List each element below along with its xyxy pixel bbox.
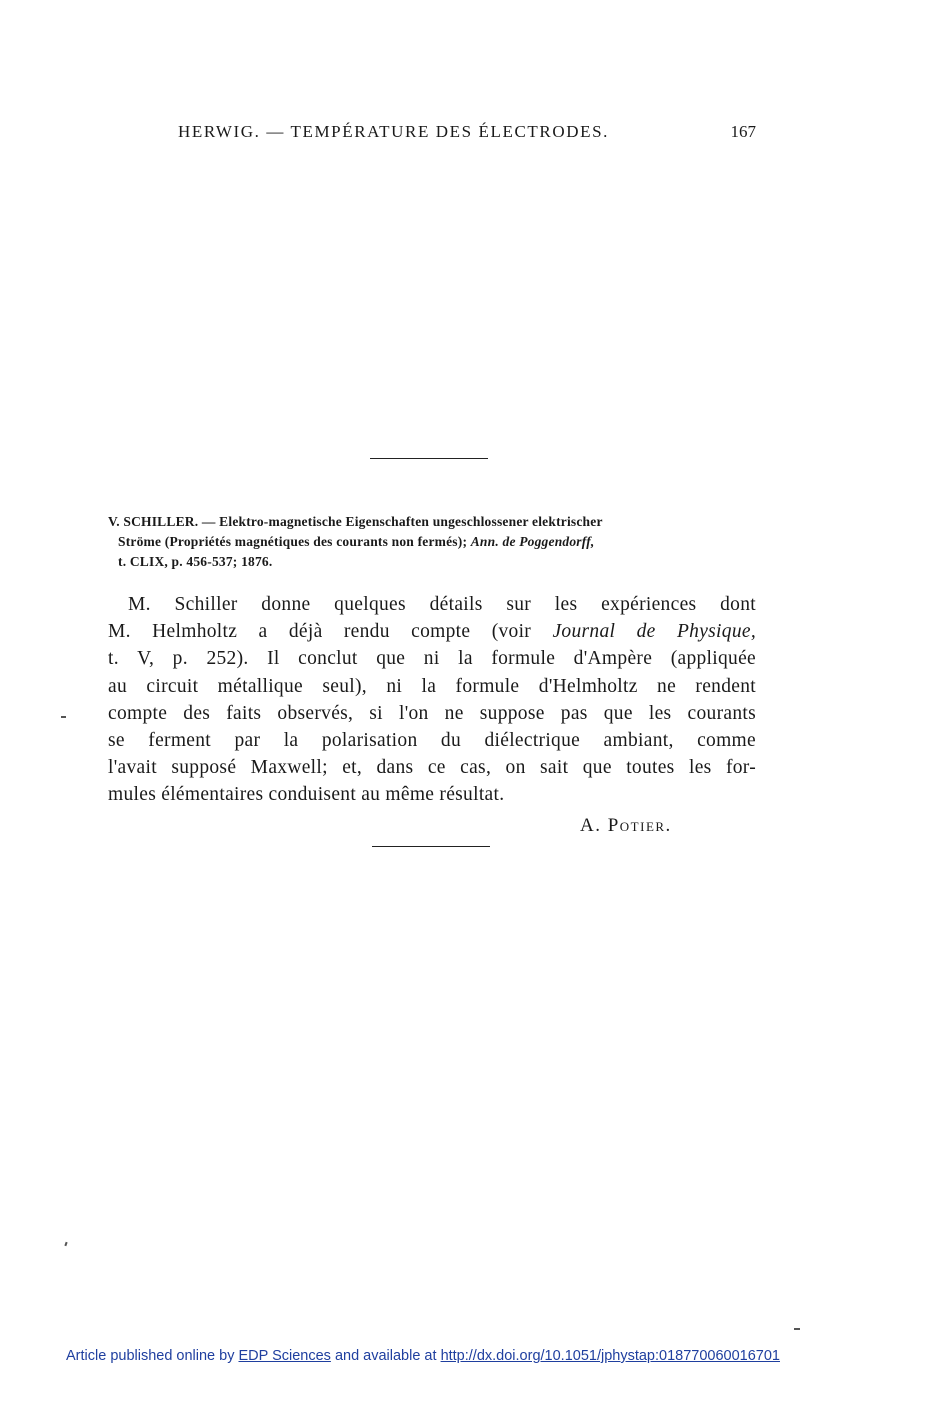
reference-line-3: t. CLIX, p. 456-537; 1876. [118,554,273,569]
paragraph-journal-title: Journal de Physique, [552,621,757,643]
reference-journal: Ann. de Poggendorff, [470,534,595,549]
paragraph-line-7: l'avait supposé Maxwell; et, dans ce cas, on sait que toutes les for- [108,757,756,779]
footer-prefix: Article published online by [66,1348,239,1364]
reference-line-1 [108,512,756,532]
paragraph-line-2-text: M. Helmholtz a déjà rendu compte (voir [108,621,553,643]
reference-title-part-1: — Elektro-magnetische Eigenschaften ungeschlossener elektrischer [198,514,603,529]
section-rule-bottom [372,846,490,847]
running-head-title: HERWIG. — TEMPÉRATURE DES ÉLECTRODES. [178,122,609,141]
page-number: 167 [730,122,756,141]
review-paragraph [108,591,756,809]
margin-mark [794,1328,800,1330]
bibliographic-reference [108,512,756,572]
paragraph-line-2 [108,618,756,645]
paragraph-line-5: compte des faits observés, si l'on ne suppose pas que les courants [108,702,756,724]
paragraph-line-3: t. V, p. 252). Il conclut que ni la formule d'Ampère (appliquée [108,648,756,670]
reference-author: V. SCHILLER. [108,514,199,529]
reference-line-2 [108,532,756,552]
margin-mark [64,1242,67,1246]
section-rule-top [370,458,488,459]
doi-link[interactable]: http://dx.doi.org/10.1051/jphystap:018770060016701 [440,1348,780,1364]
publisher-link[interactable]: EDP Sciences [238,1348,331,1364]
paragraph-line-8: mules élémentaires conduisent au même résultat. [108,784,505,806]
publication-footer [66,1348,866,1364]
paragraph-line-6: se ferment par la polarisation du diélectrique ambiant, comme [108,730,756,752]
paragraph-line-4: au circuit métallique seul), ni la formule d'Helmholtz ne rendent [108,675,756,697]
paragraph-line-1: M. Schiller donne quelques détails sur les expériences dont [128,594,756,615]
running-head [178,122,756,146]
author-signature: A. Potier. [580,815,672,836]
footer-middle: and available at [330,1348,441,1364]
margin-mark [61,716,66,718]
reference-title-part-2: Ströme (Propriétés magnétiques des courants non fermés); [118,534,471,549]
